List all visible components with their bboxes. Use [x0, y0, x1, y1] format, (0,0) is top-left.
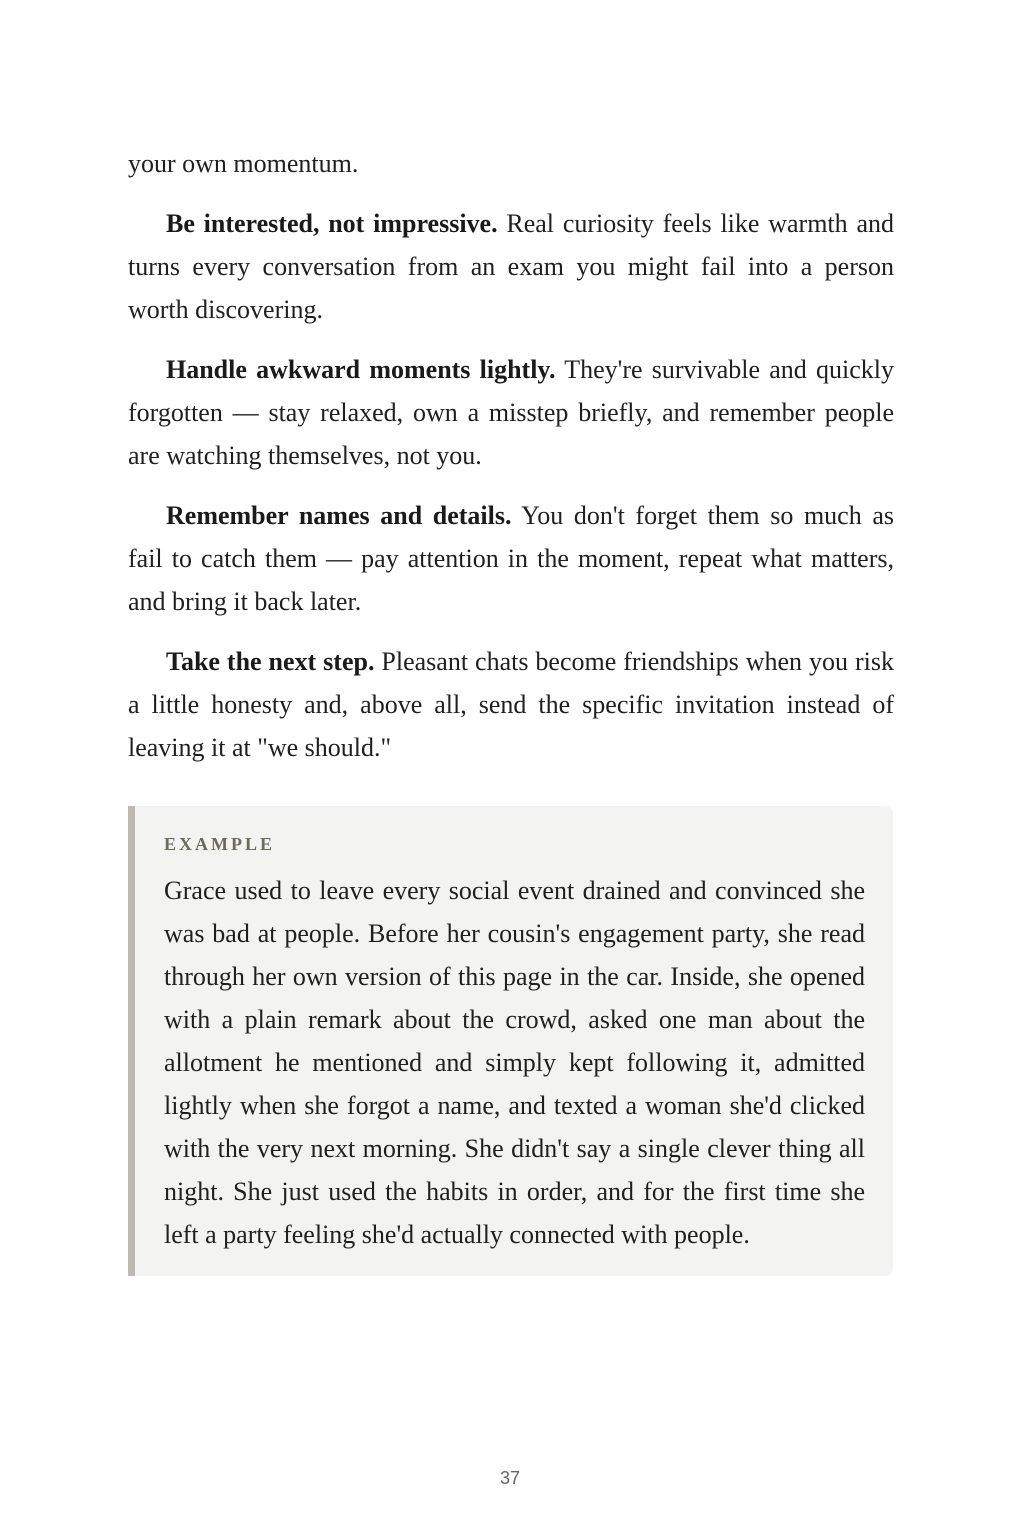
tip-body: Real curiosity feels like warmth and turns every conversation from an exam you might fail into a person worth discovering.: [128, 209, 894, 324]
tip-paragraph-next-step: [128, 640, 894, 769]
tip-body: You don't forget them so much as fail to catch them — pay attention in the moment, repeat what matters, and bring it back later.: [128, 501, 894, 616]
tip-paragraph-awkward: [128, 348, 894, 477]
tip-heading: Take the next step.: [166, 647, 375, 676]
tip-heading: Remember names and details.: [166, 501, 512, 530]
tip-body: They're survivable and quickly forgotten — stay relaxed, own a misstep briefly, and remember people are watching themselves, not you.: [128, 355, 894, 470]
tip-paragraph-interested: [128, 202, 894, 331]
tip-body: Pleasant chats become friendships when you risk a little honesty and, above all, send the specific invitation instead of leaving it at "we should.": [128, 647, 894, 762]
page-content: [128, 142, 894, 1276]
example-text: Grace used to leave every social event drained and convinced she was bad at people. Before her cousin's engagement party, she read through her own version of this page in the car. Inside, she opened with a plain remark about the crowd, asked one man about the allotment he mentioned and simply kept following it, admitted lightly when she forgot a name, and texted a woman she'd clicked with the very next morning. She didn't say a single clever thing all night. She just used the habits in order, and for the first time she left a party feeling she'd actually connected with people.: [164, 876, 865, 1249]
tip-paragraph-names: [128, 494, 894, 623]
example-callout: [128, 806, 893, 1276]
tip-heading: Handle awkward moments lightly.: [166, 355, 556, 384]
page-number: 37: [499, 1468, 521, 1488]
tip-heading: Be interested, not impressive.: [166, 209, 498, 238]
example-label: EXAMPLE: [164, 834, 275, 854]
continuation-paragraph: your own momentum.: [128, 149, 359, 178]
